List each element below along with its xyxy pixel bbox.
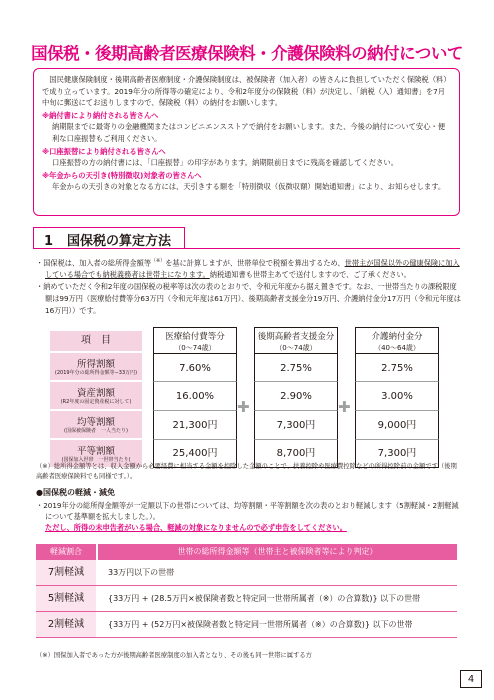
cell-household-care: 7,300円 bbox=[355, 440, 439, 468]
cell-asset-medical: 16.00% bbox=[153, 382, 237, 411]
table-row bbox=[36, 586, 457, 612]
cell-income-medical: 7.60% bbox=[153, 353, 237, 382]
intro-paragraph: 国民健康保険制度・後期高齢者医療制度・介護保険制度は、被保険者（加入者）の皆さんに負担していただく保険税（料）で成り立っています。2019年分の所得等の確定により、令和2年度分の保険税（料）が決定し、「納税（入）通知書」を7月中旬に郵送にてお送りしますので、保険税（料）の納付をお願いします。 bbox=[42, 75, 451, 108]
row-condition: {33万円 + (28.5万円×被保険者数と特定同一世帯所属者（※）の合算数)} 以下の世帯 bbox=[108, 594, 421, 603]
cell-asset-care: 3.00% bbox=[355, 382, 439, 411]
cell-household-elderly: 8,700円 bbox=[254, 440, 338, 468]
intro-heading-pension: ※年金からの天引き(特別徴収)対象者の皆さんへ bbox=[42, 170, 202, 180]
intro-heading-transfer: ※口座振替により納付される皆さんへ bbox=[42, 146, 166, 156]
cell-asset-elderly: 2.90% bbox=[254, 382, 338, 411]
plus-icon: ✚ bbox=[237, 398, 250, 416]
col-header-medical: 医療給付費等分 （0〜74歳） bbox=[153, 327, 237, 359]
intro-text-bill: 納期限までに最寄りの金融機関またはコンビニエンスストアで納付をお願いします。また、今後の納付について安心・便利な口座振替もご利用ください。 bbox=[52, 122, 446, 143]
reduction-warning: ただし、所得の未申告者がいる場合、軽減の対象になりませんので必ず申告をしてください。 bbox=[45, 523, 347, 533]
cell-percapita-elderly: 7,300円 bbox=[254, 411, 338, 440]
page-title: 国保税・後期高齢者医療保険料・介護保険料の納付について bbox=[31, 44, 463, 63]
table-row bbox=[36, 560, 457, 586]
col-header-care: 介護納付金分 （40〜64歳） bbox=[355, 327, 439, 359]
section-label: 国保税の算定方法 bbox=[67, 234, 172, 249]
intro-box bbox=[33, 68, 460, 216]
cell-household-medical: 25,400円 bbox=[153, 440, 237, 468]
intro-text-pension: 年金からの天引きの対象となる方には、天引きする額を「特別徴収（仮徴収額）開始通知書」により、お知らせします。 bbox=[52, 182, 446, 192]
underlined-text: 世帯主が国保以外の健康保険に加入している場合でも納税義務者は世帯主になります。 bbox=[45, 258, 460, 280]
row-condition: 33万円以下の世帯 bbox=[108, 568, 175, 577]
section-number: 1 bbox=[44, 234, 54, 249]
reduction-table-header bbox=[36, 544, 457, 560]
table-row bbox=[36, 612, 457, 638]
row-ratio: 2割軽減 bbox=[36, 612, 96, 637]
col-header-elderly: 後期高齢者支援金分 （0〜74歳） bbox=[254, 327, 338, 359]
row-label-income: 所得割額 (2019年分の総所得金額等−33万円) bbox=[50, 353, 142, 380]
calc-label-header: 項 目 bbox=[50, 331, 142, 351]
header-income: 世帯の総所得金額等（世帯主と被保険者等により判定） bbox=[98, 544, 457, 560]
row-label-per-capita: 均等割額 (国保被保険者 一人当たり) bbox=[50, 411, 142, 438]
row-label-asset: 資産割額 (R2年度の固定資産税に対して) bbox=[50, 382, 142, 409]
note-specified-member: （※）国保加入者であった方が後期高齢者医療制度の加入者となり、その後も同一世帯に属する方 bbox=[36, 652, 312, 659]
header-ratio: 軽減割合 bbox=[36, 544, 96, 560]
cell-percapita-medical: 21,300円 bbox=[153, 411, 237, 440]
plus-icon: ✚ bbox=[338, 398, 351, 416]
cell-percapita-care: 9,000円 bbox=[355, 411, 439, 440]
intro-text-transfer: 口座振替の方の納付書には、「口座振替」の印字があります。納期限前日までに残高を確認してください。 bbox=[52, 158, 399, 168]
reduction-table bbox=[36, 544, 457, 638]
reduction-paragraph: ・2019年分の総所得金額等が一定額以下の世帯については、均等割額・平等割額を次の表のとおり軽減します（5割軽減・2割軽減について基準額を拡大しました。）。 bbox=[36, 501, 459, 522]
row-ratio: 5割軽減 bbox=[36, 586, 96, 611]
row-ratio: 7割軽減 bbox=[36, 560, 96, 585]
page-number: 4 bbox=[460, 670, 482, 688]
cell-income-care: 2.75% bbox=[355, 353, 439, 382]
row-condition: {33万円 + (52万円×被保険者数と特定同一世帯所属者（※）の合算数)} 以下の世帯 bbox=[108, 620, 413, 629]
cell-income-elderly: 2.75% bbox=[254, 353, 338, 382]
section-body bbox=[36, 256, 461, 316]
reduction-heading: ●国保税の軽減・減免 bbox=[36, 488, 115, 497]
intro-heading-bill: ※納付書により納付される皆さんへ bbox=[42, 110, 159, 120]
row-label-per-household: 平等割額 (国保加入世帯 一世帯当たり) bbox=[50, 440, 142, 467]
reduction-body bbox=[36, 500, 464, 534]
body-paragraph-1: ・国保税は、加入者の総所得金額等（※）を基に計算しますが、世帯単位で税額を算出するため、世帯主が国保以外の健康保険に加入している場合でも納税義務者は世帯主になります。納税通知書も世帯主あてで送付しますので、ご了承ください。 bbox=[36, 258, 460, 280]
body-paragraph-2: ・納めていただく令和2年度の国保税の税率等は次の表のとおりで、令和元年度から据え置きです。なお、一世帯当たりの課税限度額は99万円（医療給付費等分63万円（令和元年度は61万円）、後期高齢者支援金分19万円、介護納付金分17万円（令和元年度は16万円））です。 bbox=[36, 281, 461, 315]
section-heading bbox=[33, 227, 185, 249]
section-rule bbox=[185, 248, 460, 249]
note-total-income: （※）総所得金額等とは、収入金額から必要経費に相当する金額を控除した金額のことで、扶養控除や医療費控除などの所得控除前の金額です（後期高齢者医療保険料でも同様です。）。 bbox=[36, 463, 457, 480]
